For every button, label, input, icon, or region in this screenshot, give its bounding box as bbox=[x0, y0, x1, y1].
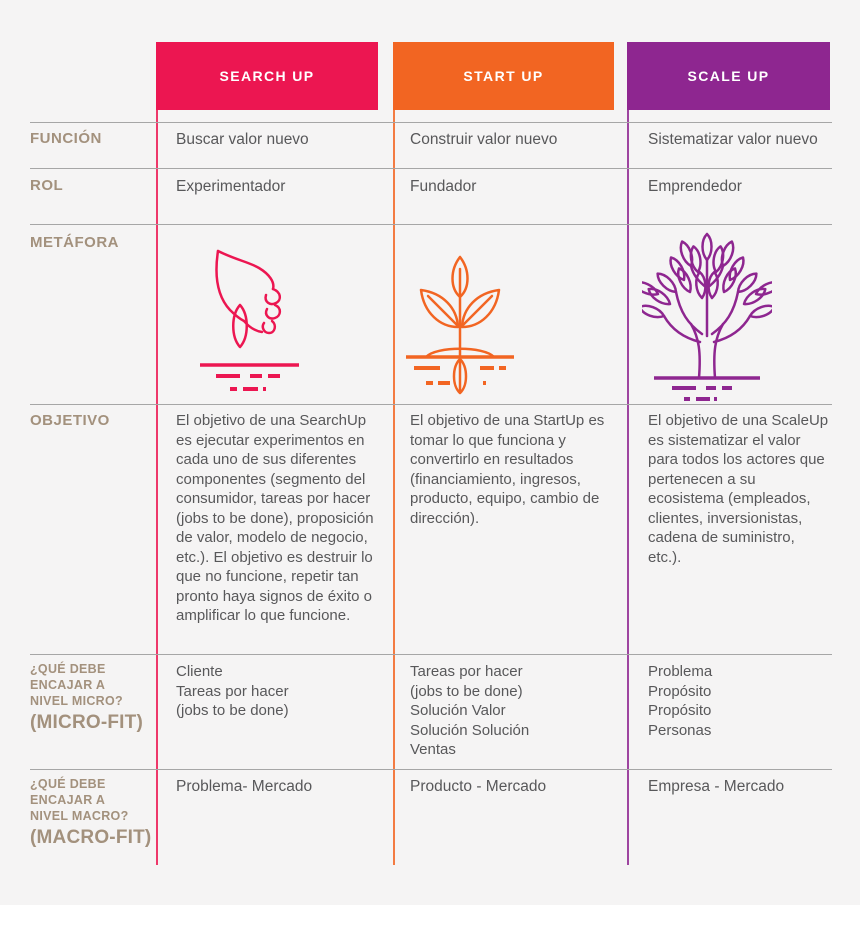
tree-icon bbox=[642, 230, 772, 402]
row-divider bbox=[30, 404, 832, 405]
macro-fit-tag: (MACRO-FIT) bbox=[30, 827, 152, 848]
cell-rol-search-up: Experimentador bbox=[176, 178, 286, 195]
cell-funcion-scale-up: Sistematizar valor nuevo bbox=[648, 131, 818, 148]
row-divider bbox=[30, 769, 832, 770]
cell-macro-fit-scale-up: Empresa - Mercado bbox=[648, 778, 785, 795]
cell-micro-fit-start-up: Tareas por hacer (jobs to be done) Solución Valor Solución Solución Ventas bbox=[410, 663, 530, 758]
bottom-margin bbox=[0, 905, 860, 932]
cell-funcion-search-up: Buscar valor nuevo bbox=[176, 131, 309, 148]
cell-objetivo-start-up: El objetivo de una StartUp es tomar lo que funciona y convertirlo en resultados (financiamiento, ingresos, producto, equipo, cambio de dirección). bbox=[410, 412, 605, 527]
hand-planting-seed-icon bbox=[192, 243, 307, 398]
row-label-rol: ROL bbox=[30, 177, 64, 194]
column-header-search-up-label: SEARCH UP bbox=[219, 68, 315, 84]
row-divider bbox=[30, 122, 832, 123]
row-label-metafora: METÁFORA bbox=[30, 234, 119, 251]
row-divider bbox=[30, 168, 832, 169]
column-header-scale-up-label: SCALE UP bbox=[687, 68, 770, 84]
cell-micro-fit-scale-up: Problema Propósito Propósito Personas bbox=[648, 663, 713, 739]
cell-macro-fit-start-up: Producto - Mercado bbox=[410, 778, 547, 795]
sprouting-plant-icon bbox=[400, 245, 520, 403]
column-header-start-up-label: START UP bbox=[463, 68, 544, 84]
row-label-funcion: FUNCIÓN bbox=[30, 130, 102, 147]
column-header-scale-up bbox=[627, 42, 830, 110]
micro-fit-tag: (MICRO-FIT) bbox=[30, 712, 143, 733]
cell-objetivo-search-up: El objetivo de una SearchUp es ejecutar experimentos en cada uno de sus diferentes componentes (segmento del consumidor, tareas por hacer (jobs to be done), proposición de valor, modelo de negocio, etc.). El objetivo es destruir lo que no funcione, repetir tan pronto haya signos de éxito o amplificar lo que funcione. bbox=[176, 412, 374, 624]
row-divider bbox=[30, 224, 832, 225]
macro-fit-question: ¿QUÉ DEBE ENCAJAR A NIVEL MACRO? bbox=[30, 777, 129, 823]
cell-rol-start-up: Fundador bbox=[410, 178, 477, 195]
column-header-search-up bbox=[156, 42, 378, 110]
row-label-macro-fit bbox=[30, 776, 156, 849]
cell-micro-fit-search-up: Cliente Tareas por hacer (jobs to be done) bbox=[176, 663, 289, 719]
row-label-objetivo: OBJETIVO bbox=[30, 412, 110, 429]
cell-rol-scale-up: Emprendedor bbox=[648, 178, 742, 195]
row-divider bbox=[30, 654, 832, 655]
cell-macro-fit-search-up: Problema- Mercado bbox=[176, 778, 313, 795]
cell-objetivo-scale-up: El objetivo de una ScaleUp es sistematizar el valor para todos los actores que pertenecen a su ecosistema (empleados, clientes, inversionistas, cadena de suministro, etc.). bbox=[648, 412, 829, 566]
micro-fit-question: ¿QUÉ DEBE ENCAJAR A NIVEL MICRO? bbox=[30, 662, 123, 708]
column-header-start-up bbox=[393, 42, 614, 110]
cell-funcion-start-up: Construir valor nuevo bbox=[410, 131, 558, 148]
row-label-micro-fit bbox=[30, 661, 156, 734]
